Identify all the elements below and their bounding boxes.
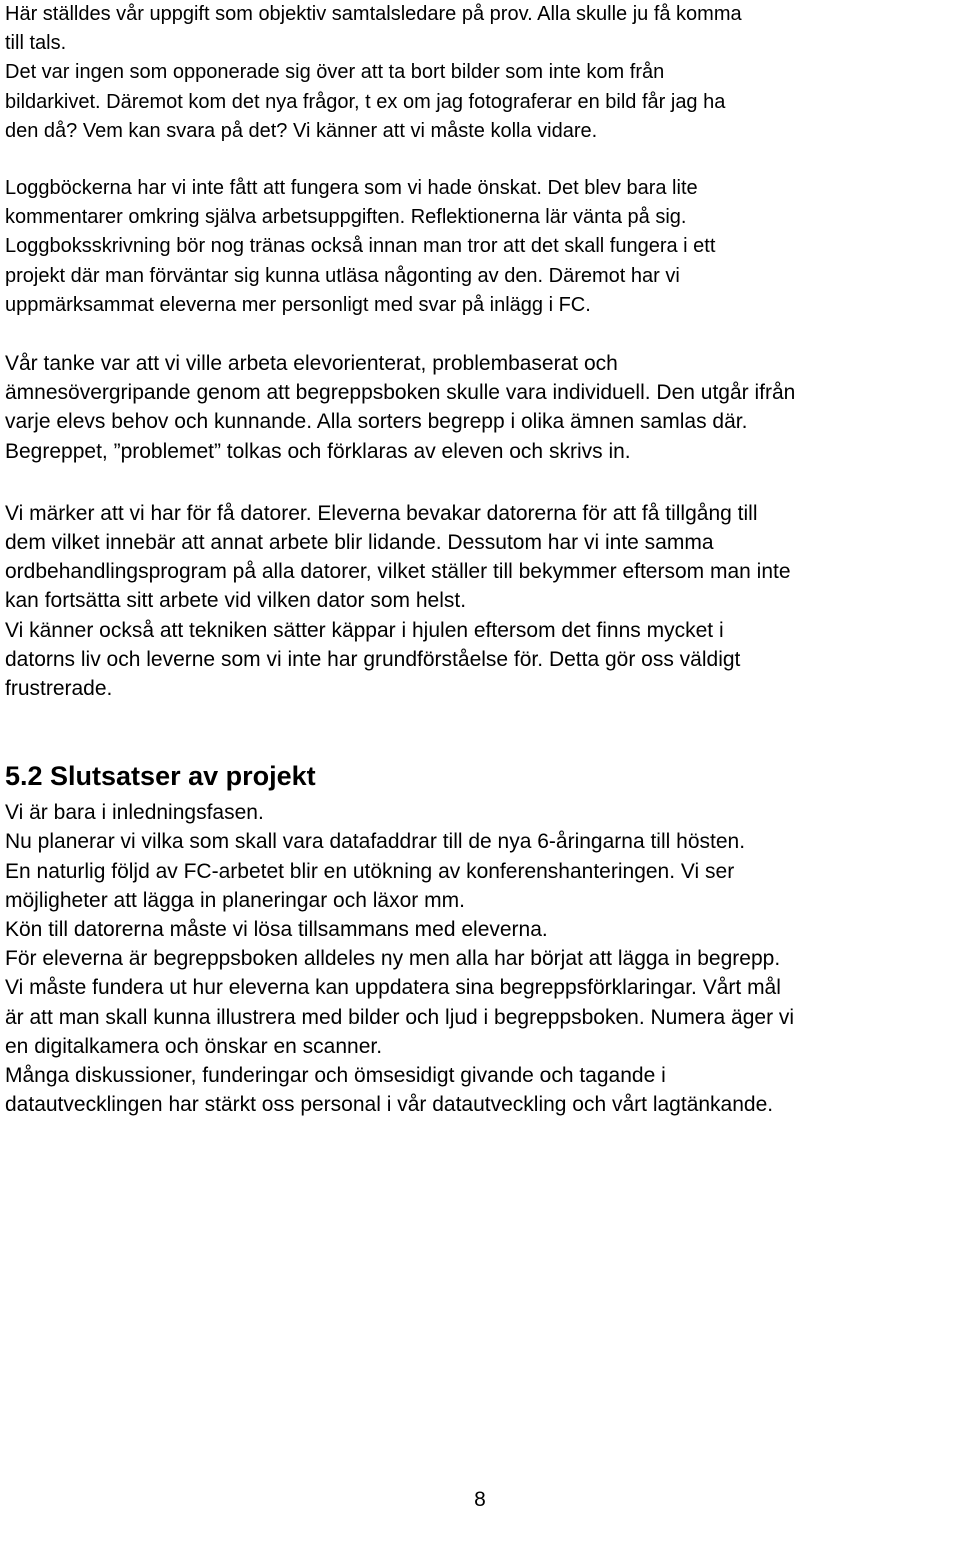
- text-line: Vi märker att vi har för få datorer. Eleverna bevakar datorerna för att få tillgång till: [5, 501, 758, 525]
- text-line: Många diskussioner, funderingar och ömsesidigt givande och tagande i: [5, 1064, 666, 1088]
- text-line: Loggboksskrivning bör nog tränas också innan man tror att det skall fungera i ett: [5, 235, 716, 258]
- text-line: Vi känner också att tekniken sätter käppar i hjulen eftersom det finns mycket i: [5, 618, 724, 642]
- document-page: [5, 0, 955, 1120]
- text-line: kommentarer omkring själva arbetsuppgiften. Reflektionerna lär vänta på sig.: [5, 206, 687, 229]
- text-line: ämnesövergripande genom att begreppsboken skulle vara individuell. Den utgår ifrån: [5, 381, 796, 405]
- text-line: den då? Vem kan svara på det? Vi känner att vi måste kolla vidare.: [5, 119, 598, 142]
- text-line: Vi måste fundera ut hur eleverna kan uppdatera sina begreppsförklaringar. Vårt mål: [5, 976, 781, 1000]
- text-line: datorns liv och leverne som vi inte har grundförståelse för. Detta gör oss väldigt: [5, 647, 741, 671]
- paragraph-conclusions: [5, 798, 955, 1119]
- text-line: projekt där man förväntar sig kunna utläsa någonting av den. Däremot har vi: [5, 264, 680, 287]
- text-line: en digitalkamera och önskar en scanner.: [5, 1034, 383, 1058]
- text-line: varje elevs behov och kunnande. Alla sorters begrepp i olika ämnen samlas där.: [5, 410, 748, 434]
- text-line: Vi är bara i inledningsfasen.: [5, 801, 264, 825]
- text-line: möjligheter att lägga in planeringar och läxor mm.: [5, 888, 465, 912]
- text-line: dem vilket innebär att annat arbete blir lidande. Dessutom har vi inte samma: [5, 531, 714, 555]
- text-line: Loggböckerna har vi inte fått att fungera som vi hade önskat. Det blev bara lite: [5, 177, 698, 200]
- text-line: För eleverna är begreppsboken alldeles ny men alla har börjat att lägga in begrepp.: [5, 947, 781, 971]
- text-line: ordbehandlingsprogram på alla datorer, vilket ställer till bekymmer eftersom man inte: [5, 560, 791, 584]
- paragraph-logbooks: [5, 174, 955, 320]
- text-line: Det var ingen som opponerade sig över att ta bort bilder som inte kom från: [5, 61, 665, 84]
- section-heading: 5.2 Slutsatser av projekt: [5, 761, 316, 792]
- text-line: datautvecklingen har stärkt oss personal i vår datautveckling och vårt lagtänkande.: [5, 1093, 774, 1117]
- paragraph-photo-discussion: [5, 0, 955, 146]
- text-line: är att man skall kunna illustrera med bilder och ljud i begreppsboken. Numera äger vi: [5, 1005, 795, 1029]
- text-line: bildarkivet. Däremot kom det nya frågor, t ex om jag fotograferar en bild får jag ha: [5, 90, 726, 113]
- text-line: uppmärksammat eleverna mer personligt med svar på inlägg i FC.: [5, 293, 591, 316]
- text-line: Begreppet, ”problemet” tolkas och förklaras av eleven och skrivs in.: [5, 439, 631, 463]
- text-line: till tals.: [5, 32, 67, 55]
- text-line: Här ställdes vår uppgift som objektiv samtalsledare på prov. Alla skulle ju få komma: [5, 3, 742, 25]
- text-line: Nu planerar vi vilka som skall vara datafaddrar till de nya 6-åringarna till hösten.: [5, 830, 746, 854]
- text-line: En naturlig följd av FC-arbetet blir en utökning av konferenshanteringen. Vi ser: [5, 859, 735, 883]
- text-line: frustrerade.: [5, 677, 113, 701]
- text-line: Kön till datorerna måste vi lösa tillsammans med eleverna.: [5, 918, 548, 942]
- paragraph-concept-book: [5, 349, 955, 466]
- page-number: 8: [474, 1488, 486, 1511]
- text-line: kan fortsätta sitt arbete vid vilken dator som helst.: [5, 589, 467, 613]
- text-line: Vår tanke var att vi ville arbeta elevorienterat, problembaserat och: [5, 352, 618, 376]
- paragraph-computers: [5, 499, 955, 703]
